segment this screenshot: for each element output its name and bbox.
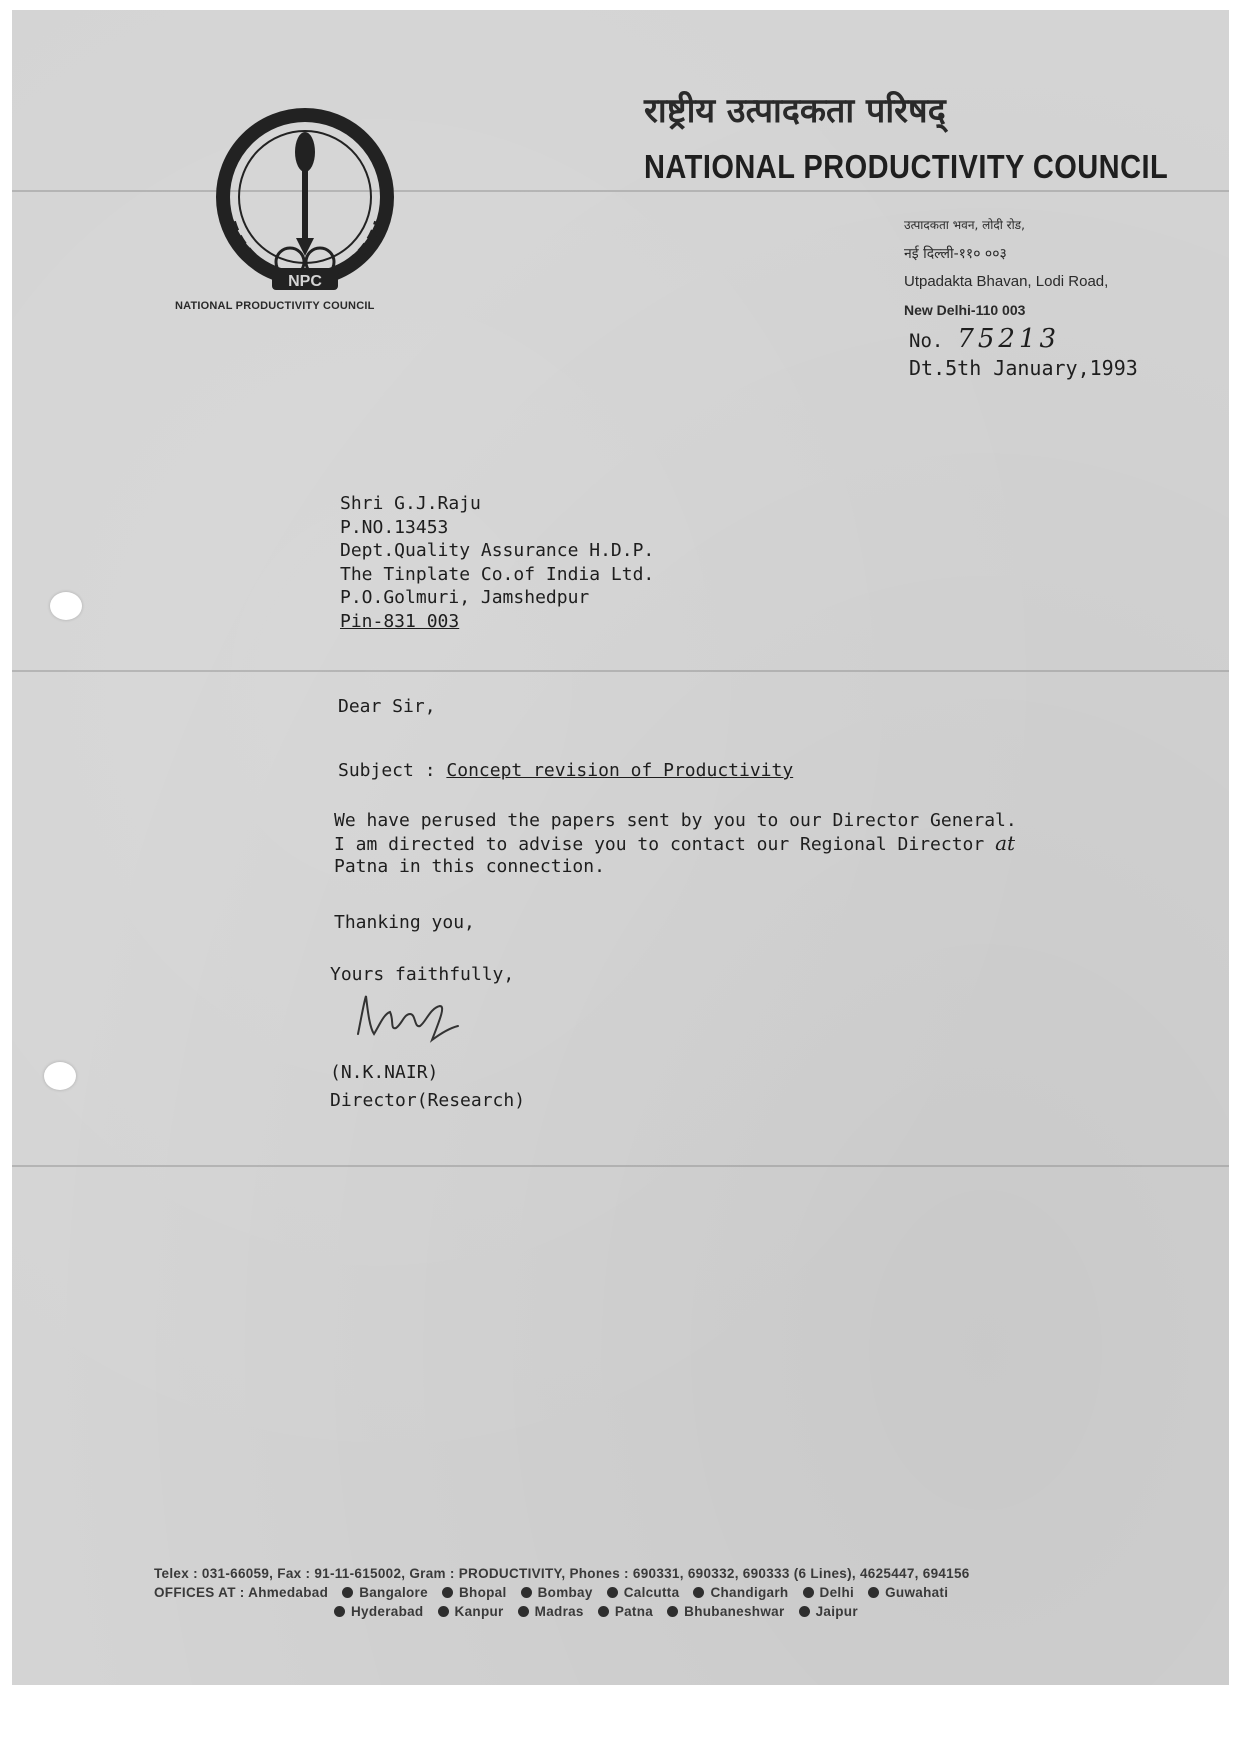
- letterhead-title-english: NATIONAL PRODUCTIVITY COUNCIL: [644, 148, 1169, 185]
- closing-line: Yours faithfully,: [330, 964, 515, 985]
- office-name: Calcutta: [623, 1585, 680, 1600]
- recipient-address: [340, 492, 654, 633]
- handwritten-insertion: at: [995, 831, 1016, 855]
- office-name: Patna: [614, 1604, 654, 1619]
- body-line: Patna in this connection.: [334, 856, 605, 877]
- body-line-text: I am directed to advise you to contact our Regional Director: [334, 834, 985, 855]
- office-name: Chandigarh: [710, 1585, 789, 1600]
- bullet-icon: [693, 1587, 704, 1598]
- footer-offices-row1: [154, 1585, 1144, 1600]
- office-name: Kanpur: [454, 1604, 504, 1619]
- office-name: Ahmedabad: [248, 1585, 329, 1600]
- office-name: Bombay: [537, 1585, 593, 1600]
- bullet-icon: [803, 1587, 814, 1598]
- bullet-icon: [598, 1606, 609, 1617]
- reference-number-value: 75213: [957, 324, 1061, 354]
- fold-line: [12, 1165, 1229, 1167]
- office-name: Madras: [534, 1604, 584, 1619]
- recipient-department: Dept.Quality Assurance H.D.P.: [340, 540, 655, 561]
- punch-hole: [50, 592, 82, 620]
- reference-number-label: No.: [909, 330, 944, 352]
- address-hindi-line1: उत्पादकता भवन, लोदी रोड,: [904, 218, 1025, 232]
- office-name: Delhi: [819, 1585, 855, 1600]
- office-name: Hyderabad: [351, 1604, 424, 1619]
- bullet-icon: [334, 1606, 345, 1617]
- thanks-line: Thanking you,: [334, 912, 475, 933]
- subject-line: [338, 760, 793, 781]
- bullet-icon: [667, 1606, 678, 1617]
- bullet-icon: [438, 1606, 449, 1617]
- signatory-designation: Director(Research): [330, 1090, 526, 1111]
- subject-label: Subject :: [338, 760, 436, 781]
- bullet-icon: [607, 1587, 618, 1598]
- salutation: Dear Sir,: [338, 696, 436, 717]
- office-name: Bhubaneshwar: [684, 1604, 785, 1619]
- reference-number: [909, 324, 1060, 354]
- recipient-company: The Tinplate Co.of India Ltd.: [340, 563, 655, 585]
- bullet-icon: [868, 1587, 879, 1598]
- npc-emblem-logo: [190, 72, 420, 307]
- offices-label: OFFICES AT :: [154, 1585, 245, 1600]
- office-name: Bhopal: [458, 1585, 507, 1600]
- address-english-line2: New Delhi-110 003: [904, 302, 1026, 318]
- footer-contact-line: Telex : 031-66059, Fax : 91-11-615002, Gram : PRODUCTIVITY, Phones : 690331, 690332, 690333 (6 Lines), 4625447, 694156: [154, 1566, 970, 1581]
- letter-body: [334, 810, 1154, 878]
- body-line: [334, 832, 1154, 856]
- subject-text: Concept revision of Productivity: [446, 760, 794, 781]
- bullet-icon: [799, 1606, 810, 1617]
- letterhead-footer: [154, 1566, 1144, 1623]
- recipient-pno: P.NO.13453: [340, 516, 449, 538]
- recipient-post-office: P.O.Golmuri, Jamshedpur: [340, 587, 590, 608]
- letter-date: Dt.5th January,1993: [909, 356, 1138, 380]
- recipient-name: Shri G.J.Raju: [340, 493, 481, 514]
- office-name: Jaipur: [815, 1604, 858, 1619]
- punch-hole: [44, 1062, 76, 1090]
- bullet-icon: [442, 1587, 453, 1598]
- office-name: Guwahati: [885, 1585, 949, 1600]
- signatory-name: (N.K.NAIR): [330, 1062, 439, 1083]
- logo-caption: NATIONAL PRODUCTIVITY COUNCIL: [175, 300, 375, 312]
- address-hindi-line2: नई दिल्ली-११० ००३: [904, 246, 1007, 262]
- recipient-pin: Pin-831 003: [340, 610, 460, 632]
- handwritten-signature: [350, 984, 470, 1044]
- footer-offices-row2: [154, 1604, 1144, 1619]
- letterhead-title-hindi: राष्ट्रीय उत्पादकता परिषद्: [644, 91, 946, 131]
- address-english-line1: Utpadakta Bhavan, Lodi Road,: [904, 273, 1109, 290]
- bullet-icon: [342, 1587, 353, 1598]
- office-name: Bangalore: [359, 1585, 428, 1600]
- bullet-icon: [518, 1606, 529, 1617]
- bullet-icon: [521, 1587, 532, 1598]
- fold-line: [12, 670, 1229, 672]
- npc-monogram: NPC: [288, 273, 322, 290]
- body-line: We have perused the papers sent by you to our Director General.: [334, 810, 1017, 831]
